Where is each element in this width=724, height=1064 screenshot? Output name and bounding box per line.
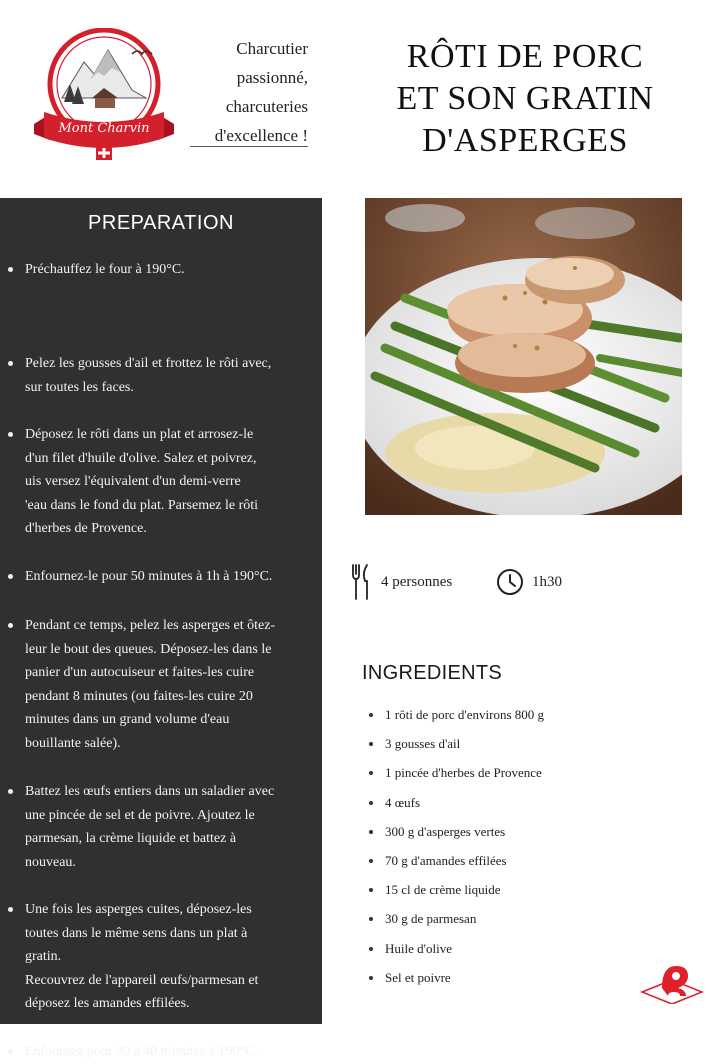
recipe-title [360, 36, 690, 162]
tagline-line: Charcutier [236, 39, 308, 58]
bullet-icon [369, 947, 373, 951]
ingredient-item [365, 705, 695, 734]
ingredient-text: 70 g d'amandes effilées [385, 852, 507, 868]
ingredient-item [365, 880, 695, 909]
duration-text: 1h30 [532, 573, 562, 590]
bullet-icon [369, 771, 373, 775]
duration [496, 560, 562, 604]
ingredient-item [365, 909, 695, 938]
logo-wordmark: Mont Charvin [58, 121, 150, 136]
tagline-line: d'excellence ! [214, 126, 308, 145]
bullet-icon [369, 888, 373, 892]
step-text: Déposez le rôti dans un plat et arrosez-le d'un filet d'huile d'olive. Salez et poivrez, uis versez l'équivalent d'un demi-verre 'eau dans le fond du plat. Parsemez le rôti d'herbes de Provence. [25, 427, 259, 536]
brand-tagline [190, 34, 308, 150]
step-text: Une fois les asperges cuites, déposez-les toutes dans le même sens dans un plat à gratin. Recouvrez de l'appareil œufs/parmesan et déposez les amandes effilées. [25, 902, 259, 1011]
ingredient-text: Sel et poivre [385, 969, 451, 985]
bullet-icon [8, 1049, 13, 1054]
title-line: ET SON GRATIN [396, 80, 654, 117]
bullet-icon [8, 574, 13, 579]
ingredient-text: 3 gousses d'ail [385, 736, 461, 752]
bullet-icon [8, 907, 13, 912]
ingredient-text: 30 g de parmesan [385, 911, 477, 927]
step-text: Préchauffez le four à 190°C. [25, 262, 185, 277]
ingredient-text: 300 g d'asperges vertes [385, 823, 506, 839]
preparation-panel [0, 198, 322, 1059]
mont-charvin-logo [28, 28, 180, 168]
title-line: D'ASPERGES [422, 122, 628, 159]
ingredient-item [365, 793, 695, 822]
bullet-icon [369, 801, 373, 805]
bullet-icon [8, 361, 13, 366]
bullet-icon [369, 917, 373, 921]
step-text: Pendant ce temps, pelez les asperges et ôtez- leur le bout des queues. Déposez-les dans le panier d'un autocuiseur et faites-les cuire pendant 8 minutes (ou faites-les cuire 20 minutes dans un grand volume d'eau bouillante salée). [25, 618, 276, 751]
bullet-icon [369, 859, 373, 863]
ingredient-text: 1 rôti de porc d'environs 800 g [385, 707, 545, 722]
artisan-logo [640, 958, 704, 1004]
recipe-meta [350, 560, 690, 604]
bullet-icon [369, 830, 373, 834]
ingredients-list [365, 705, 695, 997]
ingredient-item [365, 822, 695, 851]
step-text: Battez les œufs entiers dans un saladier avec une pincée de sel et de poivre. Ajoutez le parmesan, la crème liquide et battez à nouveau. [25, 784, 275, 870]
step-text: Pelez les gousses d'ail et frottez le rôti avec, sur toutes les faces. [25, 356, 272, 395]
clock-icon [496, 568, 524, 596]
preparation-heading: PREPARATION [88, 212, 234, 234]
ingredient-item [365, 734, 695, 763]
ingredient-text: Huile d'olive [385, 940, 452, 956]
tagline-divider [190, 146, 308, 147]
bullet-icon [369, 713, 373, 717]
bullet-icon [8, 267, 13, 272]
step-text: Enfournez pour 30 à 40 minutes à 190°C. [25, 1044, 258, 1059]
dish-photo [365, 198, 682, 515]
servings [350, 560, 452, 604]
bullet-icon [369, 742, 373, 746]
tagline-line: passionné, [236, 68, 308, 87]
tagline-line: charcuteries [225, 97, 308, 116]
fork-knife-icon [350, 562, 372, 602]
ingredient-text: 15 cl de crème liquide [385, 882, 501, 898]
bullet-icon [369, 976, 373, 980]
ingredient-item [365, 763, 695, 792]
servings-text: 4 personnes [381, 573, 453, 590]
bullet-icon [8, 623, 13, 628]
step-text: Enfournez-le pour 50 minutes à 1h à 190°C. [25, 569, 273, 584]
ingredient-text: 4 œufs [385, 794, 421, 810]
ingredients-heading: INGREDIENTS [362, 662, 502, 684]
bullet-icon [8, 789, 13, 794]
bullet-icon [8, 432, 13, 437]
ingredient-text: 1 pincée d'herbes de Provence [385, 765, 542, 781]
title-line: RÔTI DE PORC [406, 38, 644, 75]
ingredient-item [365, 851, 695, 880]
